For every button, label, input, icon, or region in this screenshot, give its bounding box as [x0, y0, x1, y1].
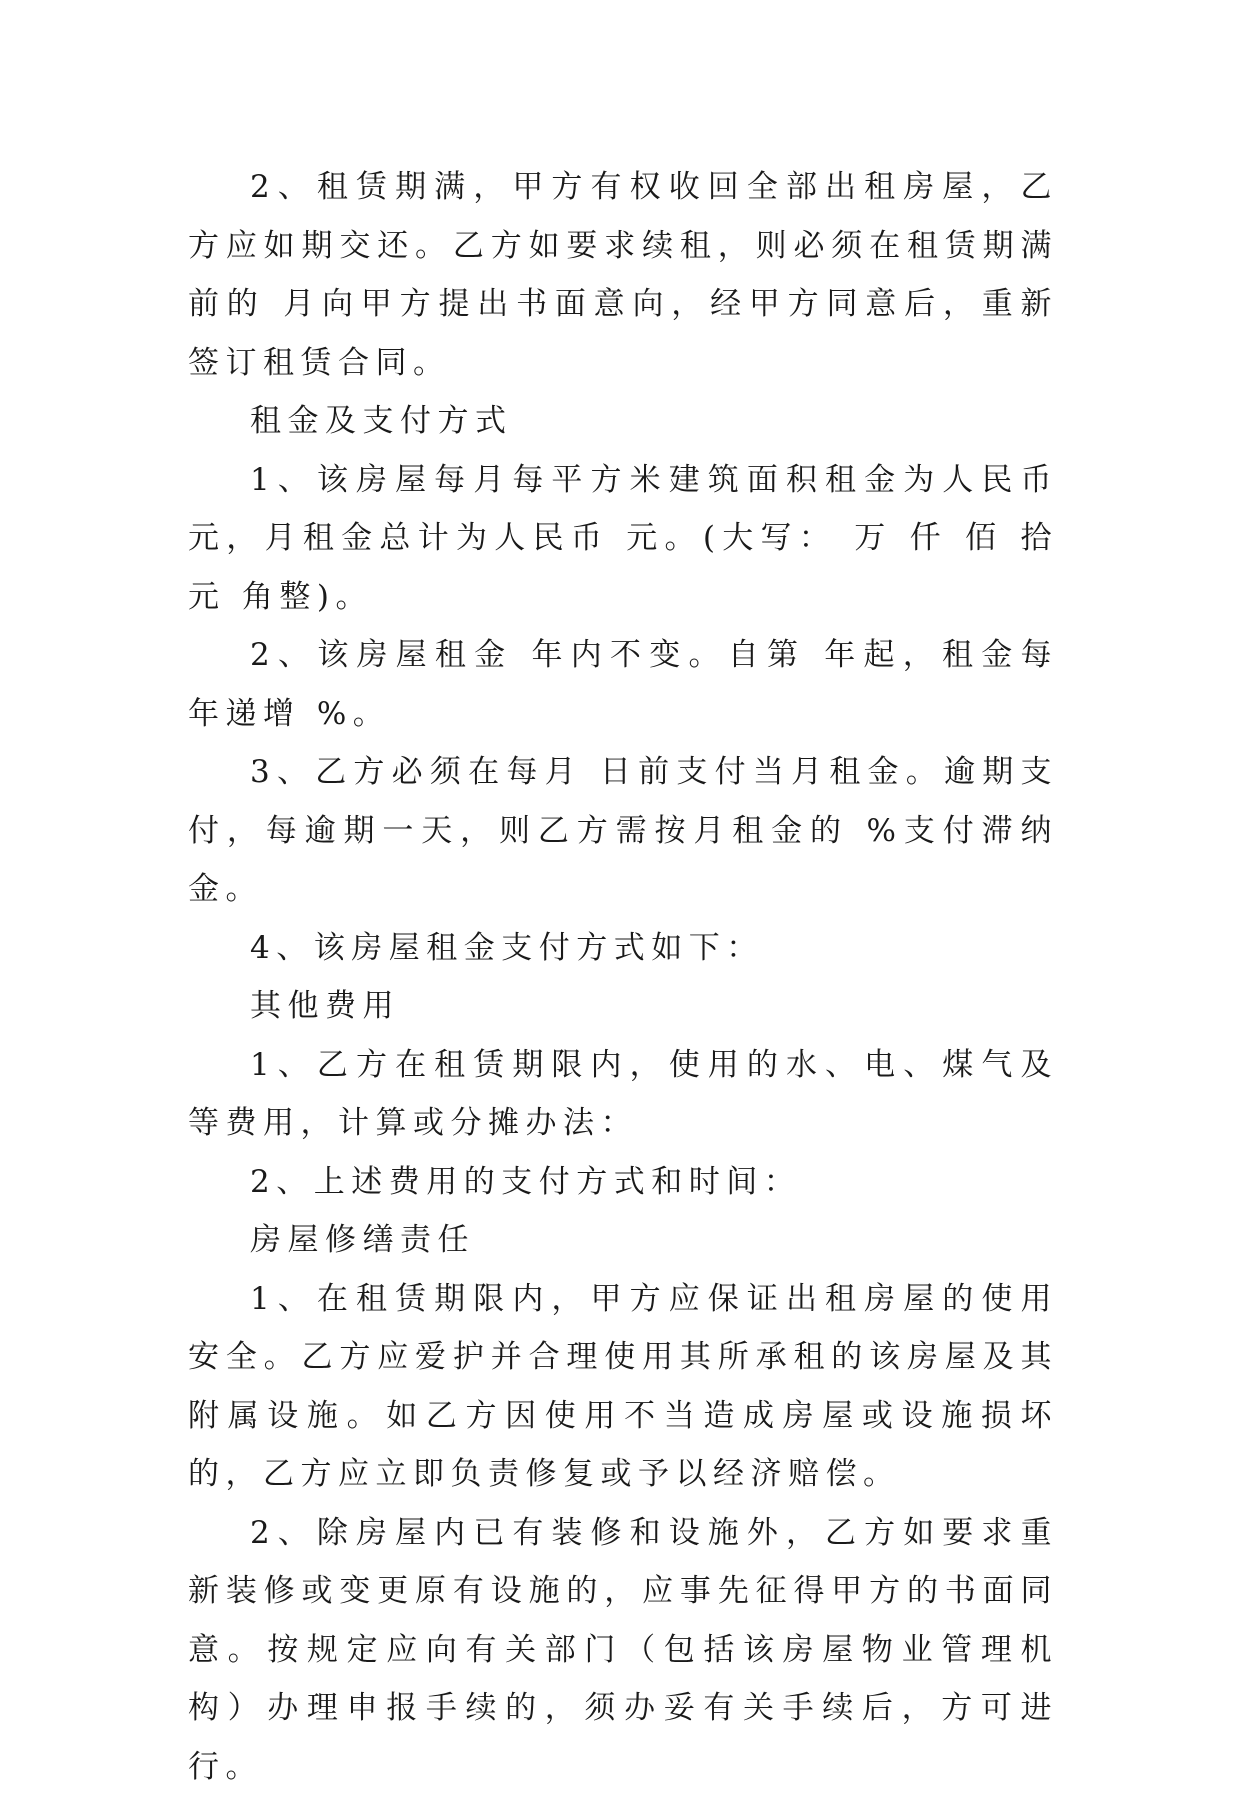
document-body — [188, 158, 1058, 1796]
paragraph-utility-fees: 1、乙方在租赁期限内，使用的水、电、煤气及 等费用，计算或分摊办法： — [188, 1036, 1058, 1153]
paragraph-rent-increase: 2、该房屋租金 年内不变。自第 年起，租金每 年递增 %。 — [188, 626, 1058, 743]
section-heading-other-fees: 其他费用 — [188, 977, 1058, 1036]
paragraph-fee-payment-time: 2、上述费用的支付方式和时间： — [188, 1153, 1058, 1212]
paragraph-payment-method: 4、该房屋租金支付方式如下： — [188, 919, 1058, 978]
section-heading-rent-payment: 租金及支付方式 — [188, 392, 1058, 451]
paragraph-rent-amount: 1、该房屋每月每平方米建筑面积租金为人民币 元，月租金总计为人民币 元。(大写： 万 仟 佰 拾 元 角整)。 — [188, 451, 1058, 627]
paragraph-renewal: 2、租赁期满，甲方有权收回全部出租房屋，乙方应如期交还。乙方如要求续租，则必须在租赁期满前的 月向甲方提出书面意向，经甲方同意后，重新签订租赁合同。 — [188, 158, 1058, 392]
section-heading-repair-responsibility: 房屋修缮责任 — [188, 1211, 1058, 1270]
paragraph-late-payment: 3、乙方必须在每月 日前支付当月租金。逾期支付，每逾期一天，则乙方需按月租金的 %支付滞纳金。 — [188, 743, 1058, 919]
paragraph-renovation-consent: 2、除房屋内已有装修和设施外，乙方如要求重新装修或变更原有设施的，应事先征得甲方的书面同意。按规定应向有关部门（包括该房屋物业管理机构）办理申报手续的，须办妥有关手续后，方可进行。 — [188, 1504, 1058, 1796]
paragraph-safety-maintenance: 1、在租赁期限内，甲方应保证出租房屋的使用安全。乙方应爱护并合理使用其所承租的该房屋及其附属设施。如乙方因使用不当造成房屋或设施损坏的，乙方应立即负责修复或予以经济赔偿。 — [188, 1270, 1058, 1504]
